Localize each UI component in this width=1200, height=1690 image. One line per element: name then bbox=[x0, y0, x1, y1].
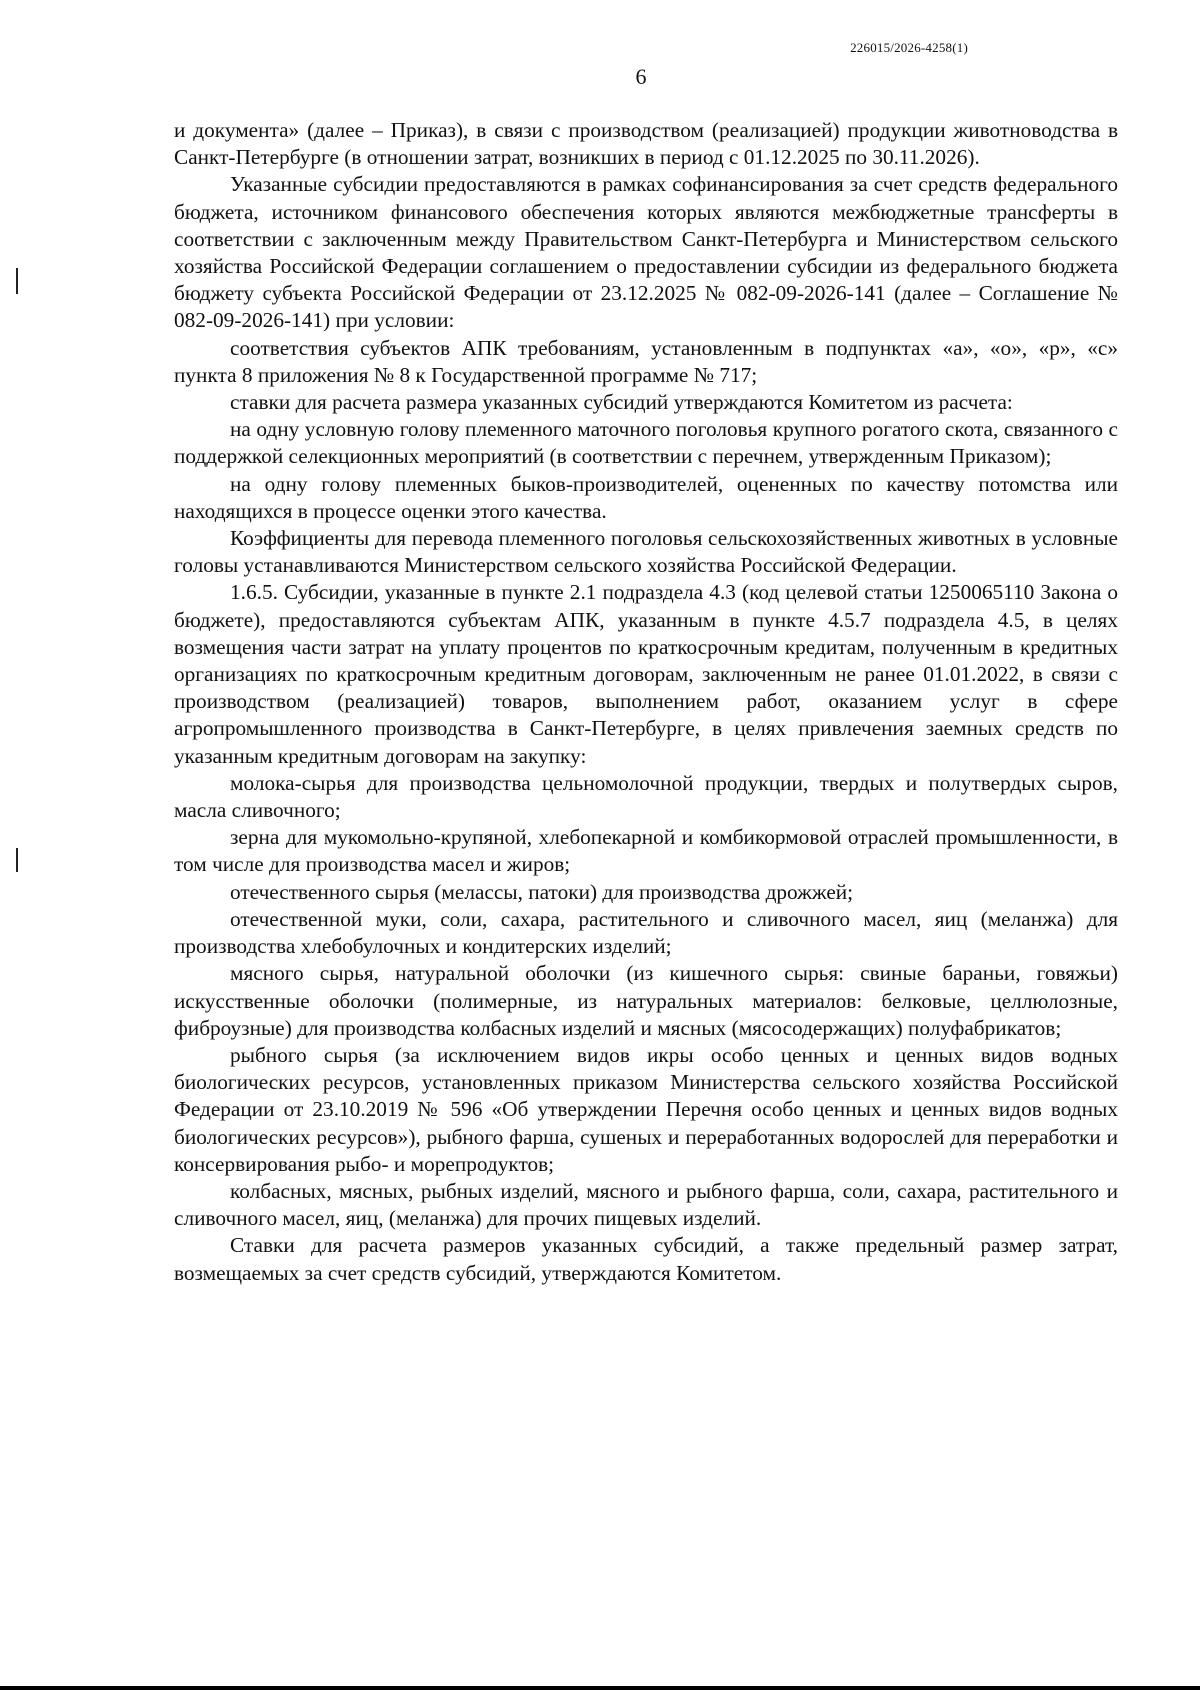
paragraph: Указанные субсидии предоставляются в рамках софинансирования за счет средств федерального бюджета, источником финансового обеспечения которых являются межбюджетные трансферты в соответствии с заключенным между Правительством Санкт-Петербурга и Министерством сельского хозяйства Российской Федерации соглашением о предоставлении субсидии из федерального бюджета бюджету субъекта Российской Федерации от 23.12.2025 № 082-09-2026-141 (далее – Соглашение № 082-09-2026-141) при условии: bbox=[174, 172, 1118, 333]
document-body bbox=[174, 117, 1118, 1287]
paragraph: Ставки для расчета размеров указанных субсидий, а также предельный размер затрат, возмещаемых за счет средств субсидий, утверждаются Комитетом. bbox=[174, 1233, 1118, 1285]
paragraph: колбасных, мясных, рыбных изделий, мясного и рыбного фарша, соли, сахара, растительного и сливочного масел, яиц, (меланжа) для прочих пищевых изделий. bbox=[174, 1178, 1118, 1231]
paragraph: молока-сырья для производства цельномолочной продукции, твердых и полутвердых сыров, масла сливочного; bbox=[174, 770, 1118, 823]
paragraph: зерна для мукомольно-крупяной, хлебопекарной и комбикормовой отраслей промышленности, в том числе для производства масел и жиров; bbox=[174, 825, 1118, 877]
paragraph: Коэффициенты для перевода племенного поголовья сельскохозяйственных животных в условные головы устанавливаются Министерством сельского хозяйства Российской Федерации. bbox=[174, 526, 1118, 578]
paragraph: соответствия субъектов АПК требованиям, установленным в подпунктах «а», «о», «р», «с» пункта 8 приложения № 8 к Государственной программе № 717; bbox=[174, 335, 1118, 387]
paragraph: отечественного сырья (мелассы, патоки) для производства дрожжей; bbox=[230, 879, 854, 904]
paragraph: на одну условную голову племенного маточного поголовья крупного рогатого скота, связанного с поддержкой селекционных мероприятий (в соответствии с перечнем, утвержденным Приказом); bbox=[174, 417, 1118, 469]
scan-bottom-edge bbox=[0, 1686, 1200, 1690]
paragraph: на одну голову племенных быков-производителей, оцененных по качеству потомства или находящихся в процессе оценки этого качества. bbox=[174, 471, 1118, 523]
paragraph: и документа» (далее – Приказ), в связи с производством (реализацией) продукции животноводства в Санкт-Петербурге (в отношении затрат, возникших в период с 01.12.2025 по 30.11.2026). bbox=[174, 118, 1118, 170]
paragraph: рыбного сырья (за исключением видов икры особо ценных и ценных видов водных биологических ресурсов, установленных приказом Министерства сельского хозяйства Российской Федерации от 23.10.2019 № 596 «Об утверждении Перечня особо ценных и ценных видов водных биологических ресурсов»), рыбного фарша, сушеных и переработанных водорослей для переработки и консервирования рыбо- и морепродуктов; bbox=[174, 1042, 1118, 1176]
paragraph: 1.6.5. Субсидии, указанные в пункте 2.1 подраздела 4.3 (код целевой статьи 1250065110 Закона о бюджете), предоставляются субъектам АПК, указанным в пункте 4.5.7 подраздела 4.5, в целях возмещения части затрат на уплату процентов по краткосрочным кредитам, полученным в кредитных организациях по краткосрочным кредитным договорам, заключенным не ранее 01.01.2022, в связи с производством (реализацией) товаров, выполнением работ, оказанием услуг в сфере агропромышленного производства в Санкт-Петербурге, в целях привлечения заемных средств по указанным кредитным договорам на закупку: bbox=[174, 580, 1118, 768]
document-id: 226015/2026-4258(1) bbox=[850, 40, 968, 55]
paragraph: отечественной муки, соли, сахара, растительного и сливочного масел, яиц (меланжа) для производства хлебобулочных и кондитерских изделий; bbox=[174, 906, 1118, 959]
scan-margin-mark bbox=[16, 848, 18, 872]
paragraph: ставки для расчета размера указанных субсидий утверждаются Комитетом из расчета: bbox=[230, 390, 1013, 415]
page-number: 6 bbox=[635, 64, 647, 89]
paragraph: мясного сырья, натуральной оболочки (из кишечного сырья: свиные бараньи, говяжьи) искусственные оболочки (полимерные, из натуральных материалов: белковые, целлюлозные, фиброузные) для производства колбасных изделий и мясных (мясосодержащих) полуфабрикатов; bbox=[174, 961, 1118, 1040]
scan-margin-mark bbox=[16, 268, 18, 294]
